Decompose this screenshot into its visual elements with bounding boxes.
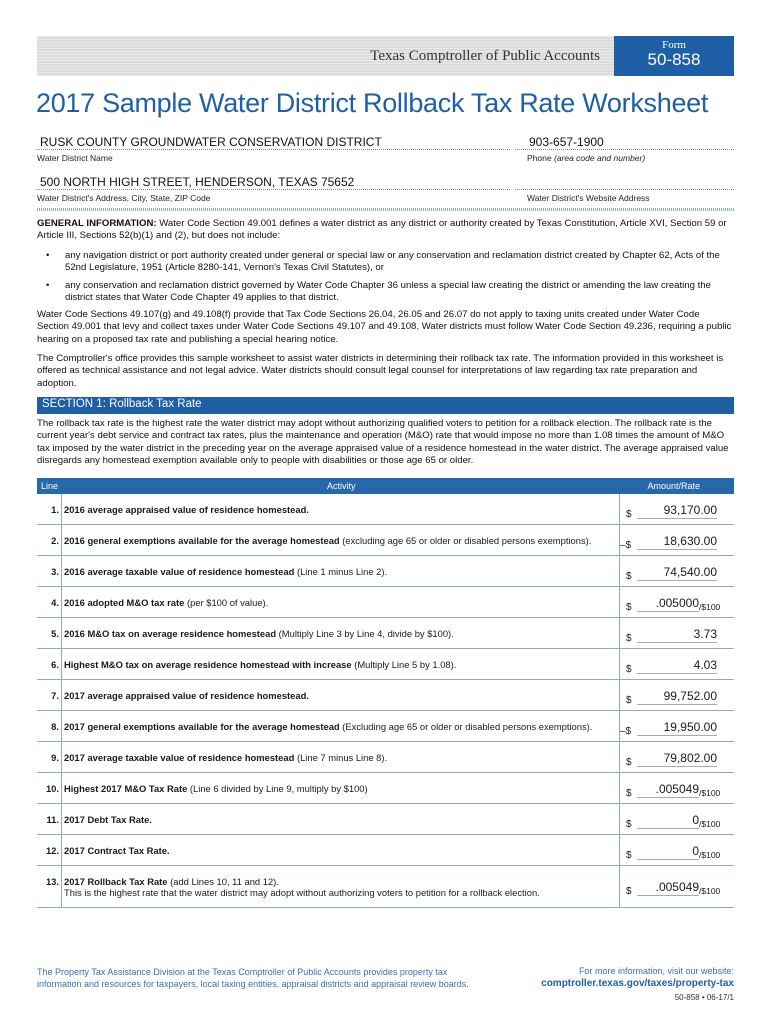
table-row (37, 494, 734, 525)
currency-symbol: $ (626, 664, 632, 675)
line-number: 6. (51, 659, 59, 670)
activity-bold-text: Highest M&O tax on average residence homestead with increase (64, 659, 352, 670)
line-number: 9. (51, 752, 59, 763)
currency-symbol: $ (626, 633, 632, 644)
amount-field[interactable]: .005049 (637, 782, 699, 798)
line-number: 3. (51, 566, 59, 577)
paragraph: Water Code Sections 49.107(g) and 49.108(f) provide that Tax Code Sections 26.04, 26.05 and 26.07 do not apply to taxing units created under Water Code Section 49.001 that levy and collect taxes under Water Code Sections 49.107 and 49.108. Water districts must follow Water Code Section 49.236, requiring a public hearing on a proposed tax rate and publishing a special hearing notice. (37, 309, 732, 345)
table-row (37, 804, 734, 835)
table-row (37, 618, 734, 649)
column-divider (61, 680, 62, 710)
divider (37, 208, 734, 211)
table-row (37, 742, 734, 773)
currency-symbol: $ (626, 602, 632, 613)
general-info-heading: GENERAL INFORMATION: (37, 218, 157, 229)
activity-bold-text: 2016 general exemptions available for the average homestead (64, 535, 340, 546)
form-number-box (614, 36, 734, 76)
table-row (37, 773, 734, 804)
phone-line (515, 149, 734, 150)
section-title: SECTION 1: Rollback Tax Rate (42, 398, 202, 410)
currency-symbol: $ (626, 850, 632, 861)
activity-bold-text: 2017 Contract Tax Rate. (64, 845, 170, 856)
column-divider (619, 866, 620, 907)
currency-symbol: $ (626, 509, 632, 520)
column-divider (61, 835, 62, 865)
agency-name: Texas Comptroller of Public Accounts (370, 48, 600, 64)
page-title: 2017 Sample Water District Rollback Tax Rate Worksheet (36, 88, 709, 118)
table-row (37, 587, 734, 618)
line-number: 1. (51, 504, 59, 515)
line-number: 12. (45, 845, 59, 856)
activity-detail-text: (excluding age 65 or older or disabled persons exemptions). (339, 535, 592, 546)
line-number: 7. (51, 690, 59, 701)
line-number: 10. (45, 783, 59, 794)
line-number: 5. (51, 628, 59, 639)
line-number: 8. (51, 721, 59, 732)
district-name-line (37, 149, 510, 150)
activity-bold-text: 2017 general exemptions available for the average homestead (64, 721, 340, 732)
general-info-text: Water Code Section 49.001 defines a water district as any district or authority created by Texas Constitution, Article XVI, Section 59 or Article III, Sections 52(b)(1) and (2), but does not include: (37, 218, 727, 242)
section-intro: The rollback tax rate is the highest rate the water district may adopt without authorizing qualified voters to petition for a rollback election. The rollback rate is the current year's debt service and contract tax rates, plus the maintenance and operation (M&O) rate that would impose no more than 1.08 times the amount of M&O tax imposed by the water district in the preceding year on the average appraised value of a residence homestead in the water district. The average appraised value disregards any homestead exemption available only to people with disabilities or those age 65 or older. (37, 418, 729, 466)
table-row (37, 525, 734, 556)
phone-field[interactable]: 903-657-1900 (529, 135, 604, 149)
amount-field[interactable]: 0 (637, 844, 699, 860)
column-divider (61, 587, 62, 617)
table-row (37, 866, 734, 908)
column-divider (61, 773, 62, 803)
activity-detail-text: (add Lines 10, 11 and 12). (167, 876, 279, 887)
table-row (37, 680, 734, 711)
address-label: Water District's Address, City, State, ZIP Code (37, 193, 211, 203)
footer-form-code: 50-858 • 06-17/1 (674, 993, 734, 1002)
form-label: Form (662, 39, 686, 51)
table-header (37, 478, 734, 494)
currency-symbol: –$ (620, 726, 632, 737)
table-row (37, 649, 734, 680)
activity-text (64, 876, 540, 898)
website-label: Water District's Website Address (527, 193, 650, 203)
currency-symbol: $ (626, 788, 632, 799)
footer-website-link[interactable]: comptroller.texas.gov/taxes/property-tax (541, 978, 734, 989)
activity-text (64, 659, 456, 670)
activity-text (64, 690, 309, 701)
activity-bold-text: 2017 Rollback Tax Rate (64, 876, 168, 887)
address-line (37, 189, 510, 190)
amount-field[interactable]: 18,630.00 (637, 534, 717, 550)
column-header-amount: Amount/Rate (647, 481, 700, 491)
column-divider (61, 525, 62, 555)
amount-field[interactable]: 99,752.00 (637, 689, 717, 705)
column-divider (61, 711, 62, 741)
amount-field[interactable]: 79,802.00 (637, 751, 717, 767)
activity-detail-text: (Excluding age 65 or older or disabled persons exemptions). (339, 721, 593, 732)
general-info-paragraph (37, 218, 734, 243)
bullet-text: any conservation and reclamation district governed by Water Code Chapter 36 unless a special law creating the district or amending the law creating the district states that Water Code Chapter 49 applies to that district. (65, 280, 711, 304)
line-number: 11. (46, 814, 59, 825)
paragraph: The Comptroller's office provides this sample worksheet to assist water districts in determining their rollback tax rate. The information provided in this worksheet is offered as technical assistance and not legal advice. Water districts should consult legal counsel for interpretations of law regarding tax rate preparation and adoption. (37, 353, 724, 389)
website-line (515, 189, 734, 190)
activity-detail-text: (Line 6 divided by Line 9, multiply by $100) (187, 783, 368, 794)
amount-field[interactable]: 3.73 (637, 627, 717, 643)
amount-field[interactable]: 4.03 (637, 658, 717, 674)
activity-text (64, 752, 387, 763)
activity-bold-text: 2017 Debt Tax Rate. (64, 814, 152, 825)
activity-detail-text: (Multiply Line 5 by 1.08). (351, 659, 457, 670)
table-row (37, 556, 734, 587)
bullet-icon: • (46, 250, 50, 261)
address-field[interactable]: 500 NORTH HIGH STREET, HENDERSON, TEXAS 75652 (40, 175, 355, 189)
rate-unit: /$100 (699, 819, 721, 829)
currency-symbol: $ (626, 886, 632, 897)
activity-detail-text: (Line 1 minus Line 2). (294, 566, 388, 577)
phone-label: Phone (area code and number) (527, 153, 646, 163)
bullet-icon: • (46, 280, 50, 291)
footer-info-text: For more information, visit our website: (578, 966, 734, 976)
activity-text (64, 783, 368, 794)
activity-bold-text: 2017 average appraised value of residence homestead. (64, 690, 309, 701)
bullet-text: any navigation district or port authority created under general or special law or any conservation and reclamation district created by Chapter 62, Acts of the 52nd Legislature, 1951 (Article 8280-141, Vernon's Texas Civil Statutes), or (65, 250, 720, 274)
district-name-label: Water District Name (37, 153, 113, 163)
currency-symbol: $ (626, 695, 632, 706)
column-divider (619, 835, 620, 865)
column-divider (619, 587, 620, 617)
currency-symbol: –$ (620, 540, 632, 551)
form-number: 50-858 (647, 50, 701, 69)
table-row (37, 711, 734, 742)
column-divider (619, 556, 620, 586)
column-divider (619, 804, 620, 834)
activity-text (64, 535, 591, 546)
district-name-field[interactable]: RUSK COUNTY GROUNDWATER CONSERVATION DISTRICT (40, 135, 382, 149)
activity-text (64, 845, 170, 856)
column-divider (619, 773, 620, 803)
activity-bold-text: Highest 2017 M&O Tax Rate (64, 783, 188, 794)
column-divider (61, 866, 62, 907)
amount-field[interactable]: .005000 (637, 596, 699, 612)
column-divider (61, 742, 62, 772)
column-divider (61, 556, 62, 586)
activity-text (64, 721, 592, 732)
activity-text (64, 597, 268, 608)
activity-text (64, 814, 152, 825)
activity-detail-text: (Multiply Line 3 by Line 4, divide by $100). (276, 628, 454, 639)
activity-bold-text: 2016 average taxable value of residence homestead (64, 566, 295, 577)
currency-symbol: $ (626, 571, 632, 582)
column-divider (619, 618, 620, 648)
table-row (37, 835, 734, 866)
amount-field[interactable]: 0 (637, 813, 699, 829)
line-number: 4. (51, 597, 59, 608)
activity-bold-text: 2016 average appraised value of residence homestead. (64, 504, 309, 515)
amount-field[interactable]: .005049 (637, 880, 699, 896)
currency-symbol: $ (626, 819, 632, 830)
activity-detail-text: (per $100 of value). (184, 597, 269, 608)
activity-detail-text: (Line 7 minus Line 8). (294, 752, 388, 763)
column-divider (61, 494, 62, 524)
column-divider (619, 649, 620, 679)
rate-unit: /$100 (699, 850, 721, 860)
activity-note-text: This is the highest rate that the water district may adopt without authorizing voters to petition for a rollback election. (64, 887, 540, 898)
activity-text (64, 566, 387, 577)
column-header-activity: Activity (327, 481, 356, 491)
column-divider (619, 494, 620, 524)
column-divider (61, 649, 62, 679)
currency-symbol: $ (626, 757, 632, 768)
rate-unit: /$100 (699, 602, 721, 612)
activity-bold-text: 2016 adopted M&O tax rate (64, 597, 185, 608)
line-number: 13. (45, 876, 59, 887)
activity-bold-text: 2017 average taxable value of residence homestead (64, 752, 295, 763)
amount-field[interactable]: 19,950.00 (637, 720, 717, 736)
column-divider (61, 804, 62, 834)
activity-text (64, 504, 309, 515)
column-divider (61, 618, 62, 648)
footer-description: The Property Tax Assistance Division at the Texas Comptroller of Public Accounts provides property tax information and resources for taxpayers, local taxing entities, appraisal districts and appraisal review boards. (37, 967, 469, 989)
activity-text (64, 628, 454, 639)
amount-field[interactable]: 74,540.00 (637, 565, 717, 581)
activity-bold-text: 2016 M&O tax on average residence homestead (64, 628, 277, 639)
column-header-line: Line (41, 481, 59, 491)
column-divider (619, 742, 620, 772)
rate-unit: /$100 (699, 886, 721, 896)
amount-field[interactable]: 93,170.00 (637, 503, 717, 519)
rate-unit: /$100 (699, 788, 721, 798)
line-number: 2. (51, 535, 59, 546)
column-divider (619, 680, 620, 710)
